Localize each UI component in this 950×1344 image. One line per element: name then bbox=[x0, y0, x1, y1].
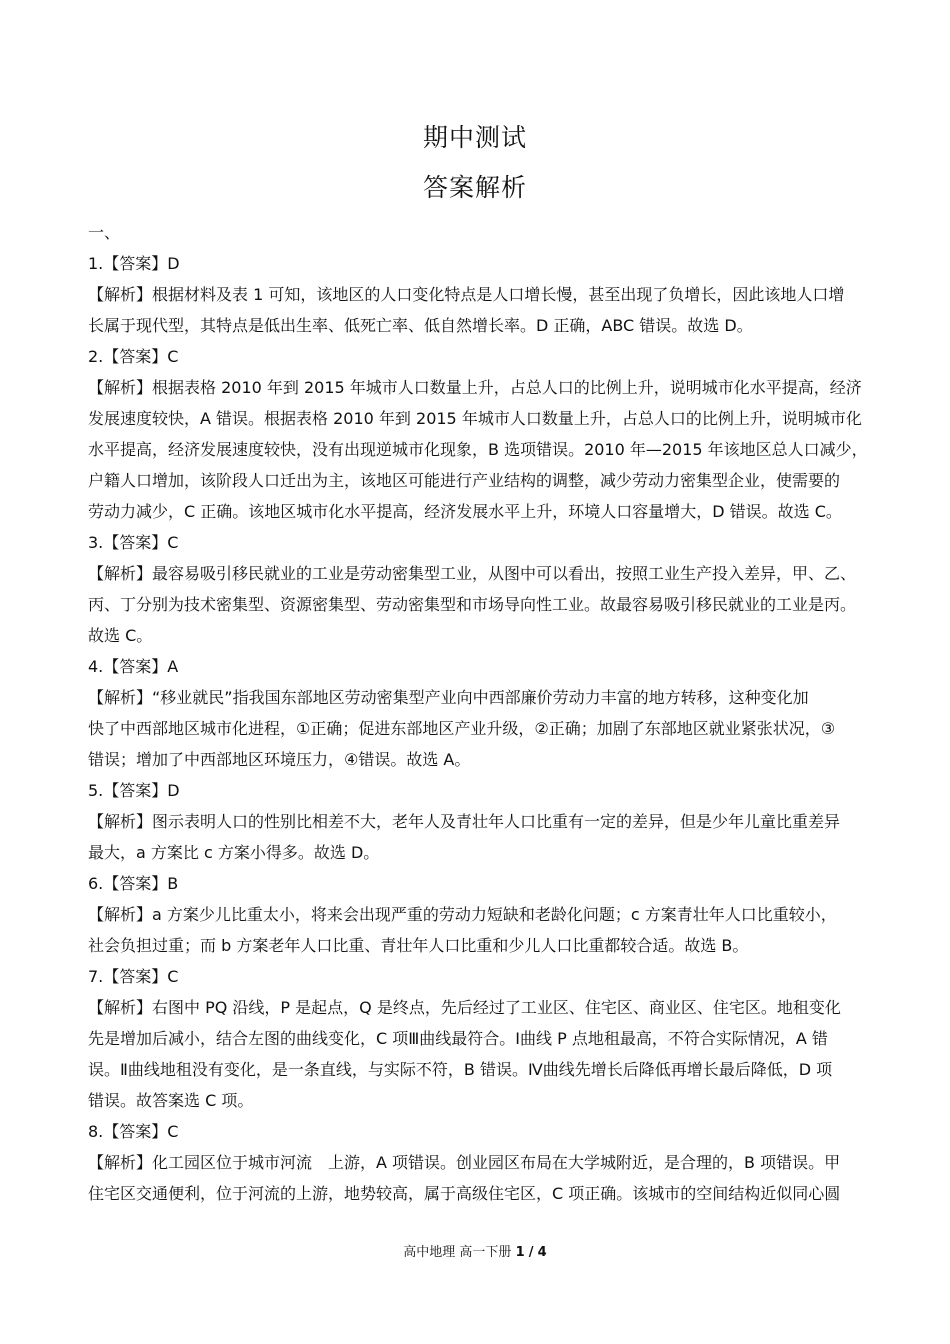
text-line: 发展速度较快，A 错误。根据表格 2010 年到 2015 年城市人口数量上升，占总人口的比例上升，说明城市化 bbox=[88, 409, 862, 428]
text-line: 户籍人口增加，该阶段人口迁出为主，该地区可能进行产业结构的调整，减少劳动力密集型企业，使需要的 bbox=[88, 471, 841, 490]
text-line: 误。Ⅱ曲线地租没有变化，是一条直线，与实际不符，B 错误。Ⅳ曲线先增长后降低再增长最后降低，D 项 bbox=[88, 1060, 833, 1079]
text-line: 【解析】根据表格 2010 年到 2015 年城市人口数量上升，占总人口的比例上升，说明城市化水平提高，经济 bbox=[88, 378, 862, 397]
page-footer bbox=[0, 1243, 950, 1263]
text-line: 先是增加后减小，结合左图的曲线变化，C 项Ⅲ曲线最符合。Ⅰ曲线 P 点地租最高，不符合实际情况，A 错 bbox=[88, 1029, 828, 1048]
text-line: 【解析】最容易吸引移民就业的工业是劳动密集型工业，从图中可以看出，按照工业生产投入差异，甲、乙、 bbox=[88, 564, 857, 583]
text-line: 【解析】根据材料及表 1 可知，该地区的人口变化特点是人口增长慢，甚至出现了负增长，因此该地人口增 bbox=[88, 285, 845, 304]
text-line: 快了中西部地区城市化进程，①正确；促进东部地区产业升级，②正确；加剧了东部地区就业紧张状况，③ bbox=[88, 719, 836, 738]
text-line: 故选 C。 bbox=[88, 626, 153, 645]
page-subtitle: 答案解析 bbox=[422, 173, 527, 202]
text-line: 住宅区交通便利，位于河流的上游，地势较高，属于高级住宅区，C 项正确。该城市的空间结构近似同心圆 bbox=[88, 1184, 841, 1203]
text-line: 【解析】“移业就民”指我国东部地区劳动密集型产业向中西部廉价劳动力丰富的地方转移，这种变化加 bbox=[88, 688, 809, 707]
text-line: 水平提高，经济发展速度较快，没有出现逆城市化现象，B 选项错误。2010 年—2015 年该地区总人口减少， bbox=[88, 440, 868, 459]
text-line: 【解析】a 方案少儿比重太小，将来会出现严重的劳动力短缺和老龄化问题；c 方案青壮年人口比重较小， bbox=[88, 905, 837, 924]
text-line: 丙、丁分别为技术密集型、资源密集型、劳动密集型和市场导向性工业。故最容易吸引移民就业的工业是丙。 bbox=[88, 595, 857, 614]
text-line: 社会负担过重；而 b 方案老年人口比重、青壮年人口比重和少儿人口比重都较合适。故选 B。 bbox=[88, 936, 749, 955]
footer-page-total: 4 bbox=[537, 1245, 547, 1260]
text-line: 【解析】图示表明人口的性别比相差不大，老年人及青壮年人口比重有一定的差异，但是少年儿童比重差异 bbox=[88, 812, 841, 831]
text-line: 一、 bbox=[88, 223, 121, 242]
text-line: 3.【答案】C bbox=[88, 533, 179, 552]
text-line: 错误。故答案选 C 项。 bbox=[88, 1091, 254, 1110]
text-line: 长属于现代型，其特点是低出生率、低死亡率、低自然增长率。D 正确，ABC 错误。故选 D。 bbox=[88, 316, 753, 335]
text-line: 【解析】化工园区位于城市河流 上游，A 项错误。创业园区布局在大学城附近，是合理的，B 项错误。甲 bbox=[88, 1153, 841, 1172]
text-line: 最大，a 方案比 c 方案小得多。故选 D。 bbox=[88, 843, 380, 862]
text-line: 劳动力减少，C 正确。该地区城市化水平提高，经济发展水平上升，环境人口容量增大，D 错误。故选 C。 bbox=[88, 502, 842, 521]
text-line: 1.【答案】D bbox=[88, 254, 180, 273]
footer-text: 高中地理 高一下册 bbox=[403, 1245, 512, 1260]
text-line: 【解析】右图中 PQ 沿线，P 是起点，Q 是终点，先后经过了工业区、住宅区、商业区、住宅区。地租变化 bbox=[88, 998, 841, 1017]
footer-page-number: 1 bbox=[515, 1245, 525, 1260]
text-line: 7.【答案】C bbox=[88, 967, 179, 986]
text-line: 错误；增加了中西部地区环境压力，④错误。故选 A。 bbox=[88, 750, 471, 769]
answer-body bbox=[88, 217, 894, 1209]
page-title: 期中测试 bbox=[422, 123, 527, 152]
text-line: 4.【答案】A bbox=[88, 657, 179, 676]
text-line: 2.【答案】C bbox=[88, 347, 179, 366]
footer-separator: / bbox=[528, 1245, 534, 1260]
text-line: 5.【答案】D bbox=[88, 781, 180, 800]
text-line: 6.【答案】B bbox=[88, 874, 179, 893]
text-line: 8.【答案】C bbox=[88, 1122, 179, 1141]
